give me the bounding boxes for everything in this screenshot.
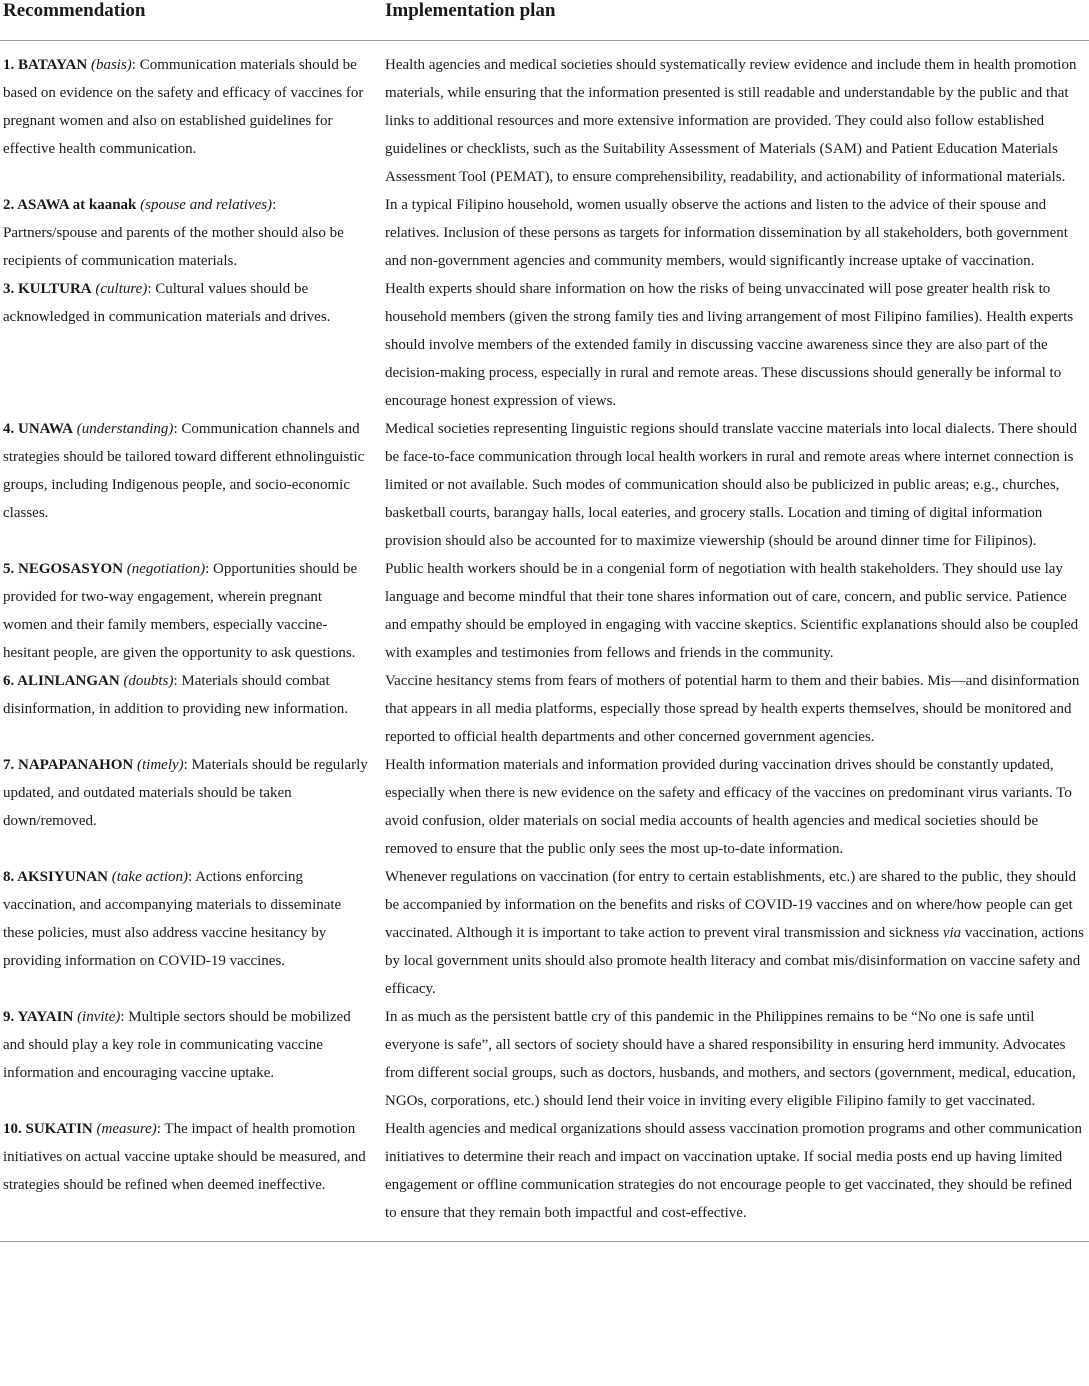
- implementation-cell: Public health workers should be in a congenial form of negotiation with health stakeholders. They should use lay language and become mindful that their tone shares information out of care, concern, and public service. Patience and empathy should be employed in engaging with vaccine skeptics. Scientific explanations should also be coupled with examples and testimonies from fellows and friends in the community.: [385, 561, 1079, 661]
- implementation-cell: Medical societies representing linguistic regions should translate vaccine materials into local dialects. There should be face-to-face communication through local health workers in rural and remote areas where internet connection is limited or not available. Such modes of communication should also be publicized in public areas; e.g., churches, basketball courts, barangay halls, local eateries, and grocery stalls. Location and timing of digital information provision should also be accounted for to maximize viewership (should be around dinner time for Filipinos).: [385, 421, 1078, 549]
- recommendation-cell: [0, 555, 383, 667]
- table-row: [0, 41, 1089, 192]
- recommendation-cell: [0, 41, 383, 192]
- recommendation-translation: (invite): [77, 1009, 121, 1025]
- implementation-text: Whenever regulations on vaccination (for entry to certain establishments, etc.) are shared to the public, they should be accompanied by information on the benefits and risks of COVID-19 vaccines and on where/how people can get vaccinated. Although it is important to take action to prevent viral transmission and sickness: [385, 869, 1077, 941]
- recommendation-text: : Materials should be regularly updated, and outdated materials should be taken down/removed.: [3, 757, 368, 829]
- recommendation-key: 4. UNAWA: [3, 421, 74, 437]
- table-row: [0, 667, 1089, 751]
- table-row: [0, 555, 1089, 667]
- recommendation-key: 9. YAYAIN: [3, 1009, 74, 1025]
- recommendation-translation: (doubts): [123, 673, 174, 689]
- recommendation-key: 10. SUKATIN: [3, 1121, 93, 1137]
- recommendation-text: : The impact of health promotion initiatives on actual vaccine uptake should be measured, and strategies should be refined when deemed ineffective.: [3, 1121, 366, 1193]
- recommendation-text: : Partners/spouse and parents of the mother should also be recipients of communication materials.: [3, 197, 344, 269]
- implementation-text: vaccination, actions by local government units should also promote health literacy and combat mis/disinformation on vaccine safety and efficacy.: [385, 925, 1085, 997]
- recommendation-translation: (culture): [95, 281, 148, 297]
- recommendation-text: : Communication channels and strategies should be tailored toward different ethnolinguistic groups, including Indigenous people, and socio-economic classes.: [3, 421, 365, 521]
- recommendation-translation: (understanding): [76, 421, 174, 437]
- implementation-cell: Health experts should share information on how the risks of being unvaccinated will pose greater health risk to household members (given the strong family ties and living arrangement of most Filipino families). Health experts should involve members of the extended family in discussing vaccine awareness since they are also part of the decision-making process, especially in rural and remote areas. These discussions should generally be informal to encourage honest expression of views.: [385, 281, 1074, 409]
- table-row: [0, 1115, 1089, 1242]
- table-row: [0, 863, 1089, 1003]
- recommendation-translation: (negotiation): [126, 561, 206, 577]
- recommendation-key: 7. NAPAPANAHON: [3, 757, 134, 773]
- implementation-cell: In as much as the persistent battle cry of this pandemic in the Philippines remains to be “No one is safe until everyone is safe”, all sectors of society should have a shared responsibility in ensuring herd immunity. Advocates from different social groups, such as doctors, husbands, and mothers, and sectors (government, medical, education, NGOs, corporations, etc.) should lend their voice in inviting every eligible Filipino family to get vaccinated.: [385, 1009, 1076, 1109]
- recommendation-translation: (basis): [90, 57, 132, 73]
- recommendation-cell: [0, 275, 383, 415]
- table-row: [0, 751, 1089, 863]
- header-implementation-plan: Implementation plan: [383, 0, 1089, 41]
- recommendation-text: : Materials should combat disinformation, in addition to providing new information.: [3, 673, 348, 717]
- recommendation-key: 2. ASAWA at kaanak: [3, 197, 137, 213]
- table-row: [0, 415, 1089, 555]
- recommendation-cell: [0, 751, 383, 863]
- implementation-cell: Health information materials and information provided during vaccination drives should be constantly updated, especially when there is new evidence on the safety and efficacy of the vaccines on predominant virus variants. To avoid confusion, older materials on social media accounts of health agencies and medical societies should be removed to ensure that the public only sees the most up-to-date information.: [385, 757, 1072, 857]
- recommendation-text: : Actions enforcing vaccination, and accompanying materials to disseminate these policies, must also address vaccine hesitancy by providing information on COVID-19 vaccines.: [3, 869, 342, 969]
- implementation-cell: [383, 863, 1089, 1003]
- recommendation-translation: (take action): [111, 869, 188, 885]
- table-row: [0, 1003, 1089, 1115]
- recommendation-cell: [0, 667, 383, 751]
- recommendation-translation: (measure): [96, 1121, 157, 1137]
- recommendation-key: 3. KULTURA: [3, 281, 92, 297]
- recommendation-key: 1. BATAYAN: [3, 57, 88, 73]
- implementation-cell: Health agencies and medical societies should systematically review evidence and include them in health promotion materials, while ensuring that the information presented is still readable and understandable by the public and that links to additional resources and more extensive information are provided. They could also follow established guidelines or checklists, such as the Suitability Assessment of Materials (SAM) and Patient Education Materials Assessment Tool (PEMAT), to ensure comprehensibility, readability, and actionability of informational materials.: [385, 57, 1077, 185]
- recommendation-translation: (timely): [137, 757, 184, 773]
- recommendation-cell: [0, 863, 383, 1003]
- recommendation-text: : Cultural values should be acknowledged in communication materials and drives.: [3, 281, 331, 325]
- recommendation-text: : Opportunities should be provided for two-way engagement, wherein pregnant women and their family members, especially vaccine-hesitant people, are given the opportunity to ask questions.: [3, 561, 358, 661]
- recommendation-key: 8. AKSIYUNAN: [3, 869, 109, 885]
- table-row: [0, 275, 1089, 415]
- recommendation-text: : Communication materials should be based on evidence on the safety and efficacy of vaccines for pregnant women and also on established guidelines for effective health communication.: [3, 57, 364, 157]
- header-recommendation: Recommendation: [0, 0, 383, 41]
- implementation-cell: Health agencies and medical organizations should assess vaccination promotion programs and other communication initiatives to determine their reach and impact on vaccination uptake. If social media posts end up having limited engagement or offline communication strategies do not encourage people to get vaccinated, they should be refined to ensure that they remain both impactful and cost-effective.: [383, 1115, 1089, 1242]
- recommendation-cell: [0, 1003, 383, 1115]
- recommendation-cell: [0, 1115, 383, 1242]
- recommendation-cell: [0, 191, 383, 275]
- recommendation-text: : Multiple sectors should be mobilized and should play a key role in communicating vaccine information and encouraging vaccine uptake.: [3, 1009, 351, 1081]
- recommendation-translation: (spouse and relatives): [140, 197, 273, 213]
- recommendation-cell: [0, 415, 383, 555]
- recommendation-key: 6. ALINLANGAN: [3, 673, 120, 689]
- recommendation-key: 5. NEGOSASYON: [3, 561, 124, 577]
- implementation-italic-term: via: [942, 925, 962, 941]
- table-row: [0, 191, 1089, 275]
- implementation-cell: In a typical Filipino household, women usually observe the actions and listen to the advice of their spouse and relatives. Inclusion of these persons as targets for information dissemination by all stakeholders, both government and non-government agencies and community members, would significantly increase uptake of vaccination.: [385, 197, 1068, 269]
- implementation-cell: Vaccine hesitancy stems from fears of mothers of potential harm to them and their babies. Mis—and disinformation that appears in all media platforms, especially those spread by health experts themselves, should be monitored and reported to official health departments and other concerned government agencies.: [385, 673, 1080, 745]
- table-header-row: [0, 0, 1089, 41]
